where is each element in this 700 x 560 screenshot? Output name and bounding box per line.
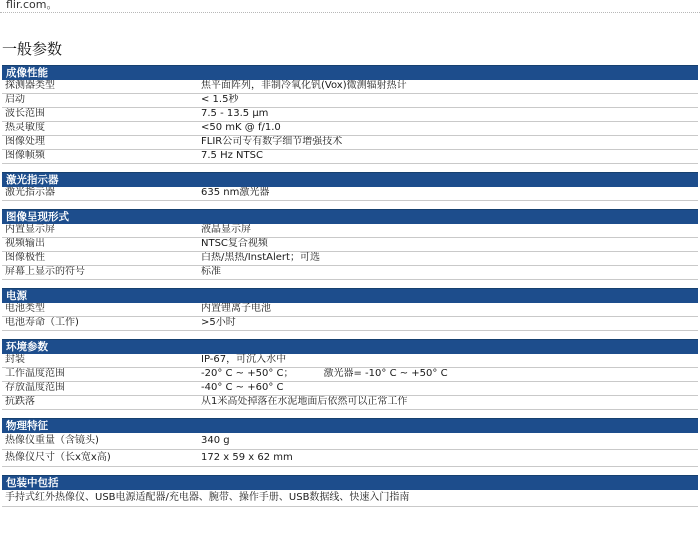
table-row [2, 433, 698, 450]
row-value: FLIR公司专有数字细节增强技术 [201, 136, 343, 147]
table-row [2, 490, 698, 507]
table-row [2, 150, 698, 164]
table-row [2, 94, 698, 108]
table-row [2, 252, 698, 266]
row-value: NTSC复合视频 [201, 238, 268, 249]
row-value: <50 mK @ f/1.0 [201, 122, 281, 133]
table-row [2, 396, 698, 410]
row-label: 抗跌落 [5, 396, 35, 407]
row-value: 7.5 - 13.5 μm [201, 108, 269, 119]
row-value: 635 nm激光器 [201, 187, 270, 198]
section-header-power: 电源 [2, 288, 698, 303]
section-header-imaging: 成像性能 [2, 65, 698, 80]
package-contents: 手持式红外热像仪、USB电源适配器/充电器、腕带、操作手册、USB数据线、快速入门指南 [5, 492, 410, 503]
row-label: 启动 [5, 94, 25, 105]
row-value: 内置锂离子电池 [201, 303, 271, 314]
table-row [2, 187, 698, 201]
table-row [2, 382, 698, 396]
row-value: 标准 [201, 266, 221, 277]
row-label: 波长范围 [5, 108, 45, 119]
row-value: IP-67，可沉入水中 [201, 354, 287, 365]
row-value: 340 g [201, 435, 230, 446]
section-header-package: 包装中包括 [2, 475, 698, 490]
top-divider [0, 12, 700, 13]
table-row [2, 266, 698, 280]
row-value: 7.5 Hz NTSC [201, 150, 263, 161]
table-row [2, 108, 698, 122]
row-value: < 1.5秒 [201, 94, 239, 105]
row-value: 液晶显示屏 [201, 224, 251, 235]
row-value: 从1米高处掉落在水泥地面后依然可以正常工作 [201, 396, 408, 407]
row-label: 工作温度范围 [5, 368, 65, 379]
row-value-laser: 激光器= -10° C ~ +50° C [323, 368, 448, 379]
row-label: 电池寿命（工作) [5, 317, 79, 328]
page-title: 一般参数 [2, 40, 63, 58]
table-row [2, 136, 698, 150]
row-value: 白热/黑热/InstAlert；可选 [201, 252, 320, 263]
row-label: 图像帧频 [5, 150, 45, 161]
row-value [201, 368, 698, 381]
row-label: 图像处理 [5, 136, 45, 147]
row-label: 封装 [5, 354, 25, 365]
row-value: 172 x 59 x 62 mm [201, 452, 293, 463]
spec-table [2, 64, 698, 507]
row-label: 内置显示屏 [5, 224, 55, 235]
table-row [2, 317, 698, 331]
row-label: 电池类型 [5, 303, 45, 314]
row-label: 热像仪尺寸（长x宽x高) [5, 452, 111, 463]
section-header-environment: 环境参数 [2, 339, 698, 354]
row-value: >5小时 [201, 317, 236, 328]
row-label: 存放温度范围 [5, 382, 65, 393]
table-row [2, 80, 698, 94]
row-label: 热像仪重量（含镜头) [5, 435, 99, 446]
row-value: -40° C ~ +60° C [201, 382, 284, 393]
row-label: 热灵敏度 [5, 122, 45, 133]
top-note: flir.com。 [6, 0, 58, 11]
row-label: 屏幕上显示的符号 [5, 266, 85, 277]
section-header-display: 图像呈现形式 [2, 209, 698, 224]
section-header-laser: 激光指示器 [2, 172, 698, 187]
table-row [2, 224, 698, 238]
row-value: 焦平面阵列，非制冷氧化钒(Vox)微测辐射热计 [201, 80, 407, 91]
table-row [2, 368, 698, 382]
table-row [2, 354, 698, 368]
row-label: 图像极性 [5, 252, 45, 263]
section-header-physical: 物理特征 [2, 418, 698, 433]
row-label: 探测器类型 [5, 80, 55, 91]
table-row [2, 303, 698, 317]
row-value-primary: -20° C ~ +50° C； [201, 368, 294, 379]
table-row [2, 450, 698, 467]
row-label: 视频输出 [5, 238, 45, 249]
table-row [2, 122, 698, 136]
table-row [2, 238, 698, 252]
row-label: 激光指示器 [5, 187, 55, 198]
